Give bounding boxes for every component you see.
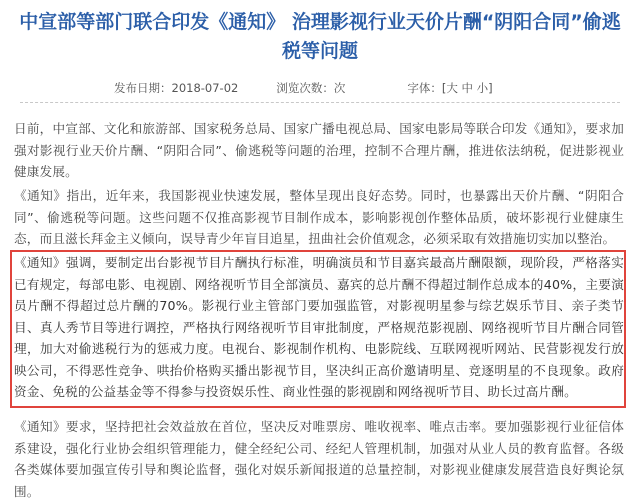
article-paragraph: 《通知》指出，近年来，我国影视业快速发展，整体呈现出良好态势。同时，也暴露出天价片酬、“阴阳合同”、偷逃税等问题。这些问题不仅推高影视节目制作成本，影响影视创作整体品质，破坏影视行业健康生态，而且滋长拜金主义倾向，误导青少年盲目追星，扭曲社会价值观念，必须采取有效措施切实加以整治。 bbox=[14, 188, 624, 246]
font-size-open-bracket: [ bbox=[441, 81, 447, 95]
view-count-group bbox=[276, 80, 345, 96]
article-paragraph-highlighted: 《通知》强调，要制定出台影视节目片酬执行标准，明确演员和节目嘉宾最高片酬限额，现阶段，严格落实已有规定，每部电影、电视剧、网络视听节目全部演员、嘉宾的总片酬不得超过制作总成本的40%，主要演员片酬不得超过总片酬的70%。影视行业主管部门要加强监管，对影视明星参与综艺娱乐节目、亲子类节目、真人秀节目等进行调控，严格执行网络视听节目审批制度，严格规范影视剧、网络视听节目片酬合同管理，加大对偷逃税行为的惩戒力度。电视台、影视制作机构、电影院线、互联网视听网站、民营影视发行放映公司，不得恶性竞争、哄抬价格购买播出影视节目，坚决纠正高价邀请明星、竞逐明星的不良现象。政府资金、免税的公益基金等不得参与投资娱乐性、商业性强的影视剧和网络视听节目、助长过高片酬。 bbox=[14, 255, 624, 399]
article-meta bbox=[0, 80, 640, 96]
meta-divider bbox=[20, 102, 620, 103]
font-size-controls bbox=[407, 80, 492, 96]
article-paragraph: 《通知》要求，坚持把社会效益放在首位，坚决反对唯票房、唯收视率、唯点击率。要加强影视行业征信体系建设，强化行业协会组织管理能力，健全经纪公司、经纪人管理机制，加强对从业人员的教育监督。各级各类媒体要加强宣传引导和舆论监督，强化对娱乐新闻报道的总量控制，对影视业健康发展营造良好舆论氛围。 bbox=[14, 419, 624, 499]
article-title: 中宣部等部门联合印发《通知》 治理影视行业天价片酬“阴阳合同”偷逃税等问题 bbox=[19, 11, 621, 62]
view-count-label: 浏览次数： bbox=[276, 81, 334, 95]
font-size-small-link[interactable]: 小 bbox=[476, 81, 489, 95]
publish-date-label: 发布日期： bbox=[114, 81, 172, 95]
font-size-medium-link[interactable]: 中 bbox=[461, 81, 473, 95]
publish-date-value: 2018-07-02 bbox=[171, 81, 239, 95]
article-paragraph: 日前，中宣部、文化和旅游部、国家税务总局、国家广播电视总局、国家电影局等联合印发《通知》，要求加强对影视行业天价片酬、“阴阳合同”、偷逃税等问题的治理，控制不合理片酬，推进依法纳税，促进影视业健康发展。 bbox=[14, 121, 624, 179]
publish-date-group bbox=[114, 80, 238, 96]
font-size-label: 字体： bbox=[407, 81, 442, 95]
view-count-unit: 次 bbox=[333, 81, 346, 95]
font-size-large-link[interactable]: 大 bbox=[446, 81, 458, 95]
font-size-close-bracket: ] bbox=[488, 81, 493, 95]
